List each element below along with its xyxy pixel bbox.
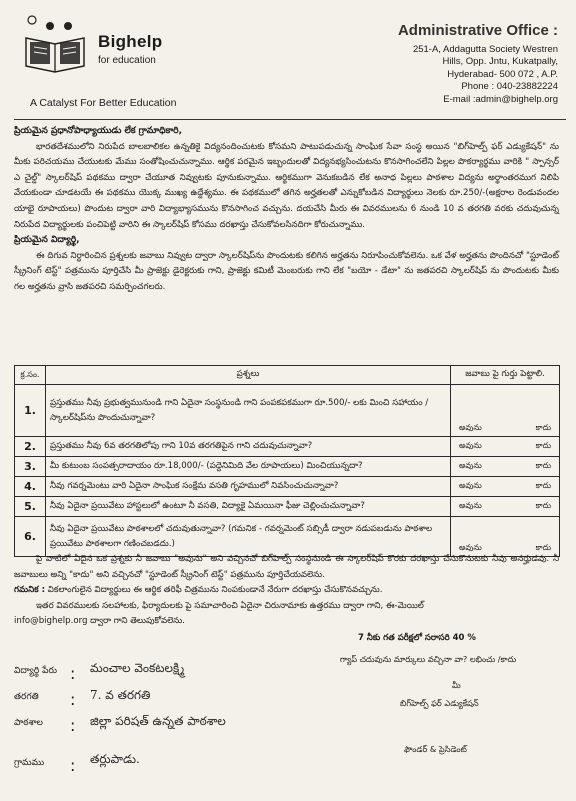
answer-no-option[interactable]: కాదు (535, 441, 551, 450)
row-number: 4. (15, 477, 46, 497)
question-text: నీవు ఏదైనా ప్రయివేటు పాఠశాలలో చదువుతున్నావా? (గమనిక - గవర్నమెంట్ సబ్సిడీ ద్వారా నడుపబడును పాఠశాల ప్రయివేటు పాఠశాలగా గణించబడదు.) (46, 517, 451, 557)
col-header-answer: జవాబు పై గుర్తు పెట్టాలి. (451, 366, 560, 385)
answer-yes-option[interactable]: అవును (459, 543, 482, 552)
address-line: Hyderabad- 500 072 , A.P. (447, 69, 558, 80)
post-table-text (14, 552, 559, 630)
letter-body (14, 124, 559, 296)
ineligibility-paragraph: పై వాటిలో ఏదైన ఒక ప్రశ్నకు నీ జవాబు "అవును" అని వచ్చినచో బిగ్‌హెల్ప్ సంస్థనుండి ఈ స్కాలర్‌షిప్ కొరకు దరఖాస్తు చేసుకొనుటకు నీవు అనర్హుడవు. నీ జవాబులు అన్ని "కాదు" అని వచ్చినచో "స్టూడెంట్ స్క్రీనింగ్ టెస్ట్" పత్రమును పూర్తిచేయవలెను. (14, 554, 559, 580)
table-row (15, 497, 560, 517)
eligibility-table (14, 365, 560, 557)
answer-no-option[interactable]: కాదు (535, 461, 551, 470)
note-text: వికలాంగులైన విద్యార్థులు ఈ ఆర్థిక తరిఫీ చిత్రమును నింపకుండానే నేరుగా దరఖాస్తు చేసుకొనవచ్చును. (47, 585, 383, 596)
answer-no-option[interactable]: కాదు (535, 423, 551, 432)
brand-subtitle: for education (98, 55, 156, 66)
col-header-question: ప్రశ్నలు (46, 366, 451, 385)
book-reading-figures-icon (20, 14, 90, 76)
student-salutation: ప్రియమైన విద్యార్థి, (14, 235, 80, 246)
answer-yes-option[interactable]: అవును (459, 481, 482, 490)
instructions-paragraph: ఈ దిగువ నిర్ధారించిన ప్రశ్నలకు జవాబు నివ్వుట ద్వారా స్కాలర్‌షిప్‌ను పొందుటకు కలిగిన అర్హతను నిరూపించుకోవలెను. ఒక వేళ అర్హతను పొందినచో "స్టూడెంట్ స్క్రీనింగ్ టెస్ట్" పత్రమును పూర్తిచేసి మీ ప్రాజెక్టు డైరెక్టరుకు గాని, ప్రాజెక్టు కమిటీ మెంబరుకు గాని లేక "బయో - డేటా" ను జతపరచి స్కాలర్‌షిప్ ను పొందుటకు మీకు గల అర్హతను వ్రాసి జతపరచి సమర్పించగలరు. (14, 250, 559, 292)
phone-line: Phone : 040-23882224 (461, 81, 558, 92)
row-number: 6. (15, 517, 46, 557)
question-text: మీ కుటుంబ సంపత్సరాదాయం రూ.18,000/- (పద్దెనిమిది వేల రూపాయలు) మించియున్నదా? (46, 457, 451, 477)
colon-separator: : (70, 716, 76, 735)
table-row (15, 385, 560, 437)
contact-paragraph: ఇతర వివరములకు సలహాలకు, ఫిర్యాదులకు పై సమాచారించి ఏదైనా చిరునామాకు ఉత్తరము ద్వారా గాని, ఈ-మెయిల్ (36, 600, 424, 611)
office-title: Administrative Office : (397, 22, 558, 39)
question-text: నీవు గవర్నమెంటు వారి ఏదైనా సాంఘిక సంక్షేమ వసతి గృహములో నివసించుచున్నావా? (46, 477, 451, 497)
student-name-label: విద్యార్థి పేరు (14, 666, 57, 676)
signature-greeting: మీ (452, 680, 461, 690)
village-label: గ్రామము (14, 758, 45, 768)
class-label: తరగతి (14, 692, 39, 702)
signature-title: ఫౌండర్ & ప్రెసిడెంట్ (404, 744, 467, 754)
table-row (15, 437, 560, 457)
address-line: 251-A, Addagutta Society Westren (412, 44, 558, 55)
class-value[interactable]: 7. వ తరగతి (90, 688, 151, 702)
row-number: 3. (15, 457, 46, 477)
address-line: Hills, Opp. Jntu, Kukatpally, (442, 56, 558, 67)
table-row (15, 517, 560, 557)
intro-paragraph: భారతదేశములోని నిరుపేద బాలబాలికల ఉన్నతికై విద్యనందించుటకు కోసమని పాటుపడుచున్న సాంఘిక సేవా సంస్థ అయిన "బిగ్‌హెల్ప్ ఫర్ ఎడ్యుకేషన్" ను మీకు పరిచయము చేయుటకు మేము సంతోషించుచున్నాము. ఆర్థిక పరమైన ఇబ్బందులతో విద్యనభ్యసించుటను కొనసాగించలేని పిల్లల పొకర్యార్థము వారికి " స్పాన్సర్ ఎ చైల్డ్" స్కాలర్‌షిప్ పథకము ద్వారా చేయూత నివ్వుటకు పూనుకున్నాము. ఆర్థికముగా వెనుకబడిన లేక అనాధ పిల్లలు పాఠశాల విద్యను అర్థాంతరముగ నిలిపి వేయకుండా చూడటయే ఈ పథకము యొక్క ముఖ్య ఉద్దేశ్యము. ఈ పథకములో తగిన అర్హతలతో ఎన్నుకోబడిన విద్యార్థులు నెలకు రూ.250/-(అక్షరాల రెండువందల యాభై రూపాయలు) పొందుట ద్వారా వారి విద్యాభ్యాసమును కొనసాగించ వచ్చును. దయచేసి మీరు ఈ వివరములను 6 నుండి 10 వ తరగతి వరకు చదువుచున్న నిరుపేద విద్యార్థులకు పంచిపెట్టి వారిని ఈ స్కాలర్‌షిప్ కోసము దరఖాస్తు చేసుకోవలసినదిగా కోరుచున్నాము. (14, 141, 559, 230)
colon-separator: : (70, 690, 76, 709)
answer-no-option[interactable]: కాదు (535, 481, 551, 490)
col-header-sno: క్ర.సం. (15, 366, 46, 385)
school-value[interactable]: జిల్లా పరిషత్ ఉన్నత పాఠశాల (90, 714, 226, 728)
answer-no-option[interactable]: కాదు (535, 543, 551, 552)
bighelp-logo (20, 14, 90, 76)
row-number: 1. (15, 385, 46, 437)
village-value[interactable]: తర్లుపాడు. (90, 752, 140, 766)
answer-yes-option[interactable]: అవును (459, 441, 482, 450)
answer-no-option[interactable]: కాదు (535, 501, 551, 510)
table-row (15, 457, 560, 477)
brand-name: Bighelp (98, 32, 163, 51)
note-line (14, 583, 559, 599)
school-label: పాఠశాల (14, 718, 43, 728)
answer-yes-option[interactable]: అవును (459, 461, 482, 470)
answer-yes-option[interactable]: అవును (459, 423, 482, 432)
score-note: 7 నీకు గత పరీక్షలో సరాసరి 40 % (358, 633, 476, 643)
row-number: 5. (15, 497, 46, 517)
header-divider (14, 119, 566, 120)
question-text: ప్రస్తుతము నీవు ప్రభుత్వమునుండి గాని ఏదైనా సంస్థనుండి గాని పంపకపకముగా రూ.500/- లకు మించి సహాయం / స్కాలర్‌షిప్‌ను పొందుచున్నావా? (46, 385, 451, 437)
colon-separator: : (70, 664, 76, 683)
question-text: ప్రస్తుతము నీవు 6వ తరగతిలోపు గాని 10వ తరగతిపైన గాని చదువుచున్నావా? (46, 437, 451, 457)
row-number: 2. (15, 437, 46, 457)
colon-separator: : (70, 756, 76, 775)
signature-org: బిగ్‌హెల్ప్ ఫర్ ఎడ్యుకేషన్ (400, 698, 479, 708)
table-row (15, 477, 560, 497)
marks-question: గ్యాప్ చదువును మార్కులు వచ్చినా వా? లభించు /కాదు (340, 654, 517, 664)
tagline: A Catalyst For Better Education (30, 97, 177, 109)
table-header-row (15, 366, 560, 385)
contact-email-line: info@bighelp.org ద్వారా గాని తెలుపుకోవలెను. (14, 616, 185, 627)
salutation: ప్రియమైన ప్రధానోపాధ్యాయుడు లేక గ్రామాధికారి, (14, 126, 183, 136)
email-line: E-mail :admin@bighelp.org (443, 94, 558, 105)
student-name-value[interactable]: మంచాల వెంకటలక్ష్మి (90, 661, 185, 675)
note-label: గమనిక : (14, 585, 46, 596)
question-text: నీవు ఏదైనా ప్రయివేటు హాస్టలులో ఉంటూ నీ వసతి, విద్యాకై ఏమయినా ఫీజు చెల్లించుచున్నావా? (46, 497, 451, 517)
answer-yes-option[interactable]: అవును (459, 501, 482, 510)
